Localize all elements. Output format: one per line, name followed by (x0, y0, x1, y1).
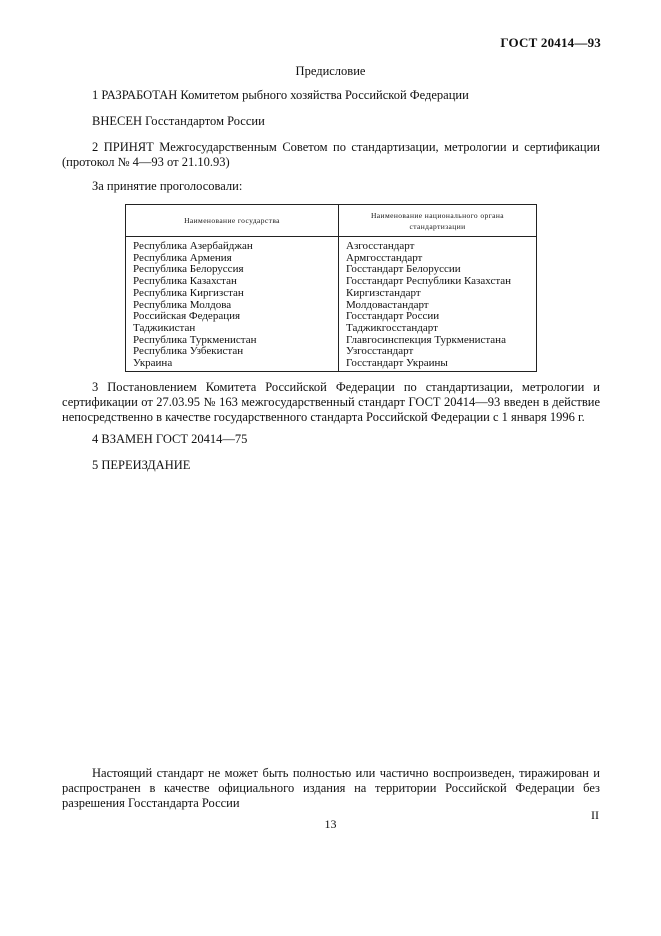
table-row (126, 288, 537, 300)
standards-body-cell: Молдовастандарт (339, 300, 537, 312)
state-name-cell: Республика Туркменистан (126, 335, 339, 347)
state-name-cell: Республика Узбекистан (126, 346, 339, 358)
table-row (126, 358, 537, 371)
document-code-header: ГОСТ 20414—93 (500, 35, 601, 50)
paragraph-replaces: 4 ВЗАМЕН ГОСТ 20414—75 (92, 432, 248, 446)
paragraph-developed-by: 1 РАЗРАБОТАН Комитетом рыбного хозяйства Российской Федерации (92, 88, 469, 102)
table-row (126, 346, 537, 358)
paragraph-reissue: 5 ПЕРЕИЗДАНИЕ (92, 458, 191, 472)
state-name-cell: Российская Федерация (126, 311, 339, 323)
table-body (126, 237, 537, 372)
standards-body-cell: Госстандарт Белоруссии (339, 264, 537, 276)
state-name-cell: Республика Белоруссия (126, 264, 339, 276)
paragraph-adopted: 2 ПРИНЯТ Межгосударственным Советом по стандартизации, метрологии и сертификации (протокол № 4—93 от 21.10.93) (62, 140, 600, 169)
standards-body-cell: Азгосстандарт (339, 237, 537, 253)
state-name-cell: Украина (126, 358, 339, 371)
column-header-standards-body: Наименование национального органа стандартизации (339, 205, 537, 237)
standards-body-cell: Таджикгосстандарт (339, 323, 537, 335)
standards-body-cell: Госстандарт России (339, 311, 537, 323)
paragraph-voted-for: За принятие проголосовали: (92, 179, 243, 193)
table-row (126, 323, 537, 335)
state-name-cell: Таджикистан (126, 323, 339, 335)
paragraph-resolution: 3 Постановлением Комитета Российской Федерации по стандартизации, метрологии и сертификации от 27.03.95 № 163 межгосударственный стандарт ГОСТ 20414—93 введен в действие непосредственно в качестве государственного стандарта Российской Федерации с 1 января 1996 г. (62, 380, 600, 424)
standards-body-cell: Киргизстандарт (339, 288, 537, 300)
standards-body-cell: Главгосинспекция Туркменистана (339, 335, 537, 347)
copyright-notice: Настоящий стандарт не может быть полностью или частично воспроизведен, тиражирован и распространен в качестве официального издания на территории Российской Федерации без разрешения Госстандарта России (62, 766, 600, 810)
table-row (126, 237, 537, 253)
page-number: 13 (324, 817, 337, 831)
standards-body-cell: Узгосстандарт (339, 346, 537, 358)
state-name-cell: Республика Армения (126, 253, 339, 265)
member-states-table (125, 204, 537, 372)
standards-body-cell: Армгосстандарт (339, 253, 537, 265)
standards-body-cell: Госстандарт Республики Казахстан (339, 276, 537, 288)
state-name-cell: Республика Молдова (126, 300, 339, 312)
standards-body-cell: Госстандарт Украины (339, 358, 537, 371)
state-name-cell: Республика Азербайджан (126, 237, 339, 253)
state-name-cell: Республика Казахстан (126, 276, 339, 288)
roman-page-number: II (591, 808, 599, 822)
paragraph-introduced-by: ВНЕСЕН Госстандартом России (92, 114, 265, 128)
table-header-row (126, 205, 537, 237)
column-header-state: Наименование государства (126, 205, 339, 237)
state-name-cell: Республика Киргизстан (126, 288, 339, 300)
page-title: Предисловие (295, 64, 366, 78)
